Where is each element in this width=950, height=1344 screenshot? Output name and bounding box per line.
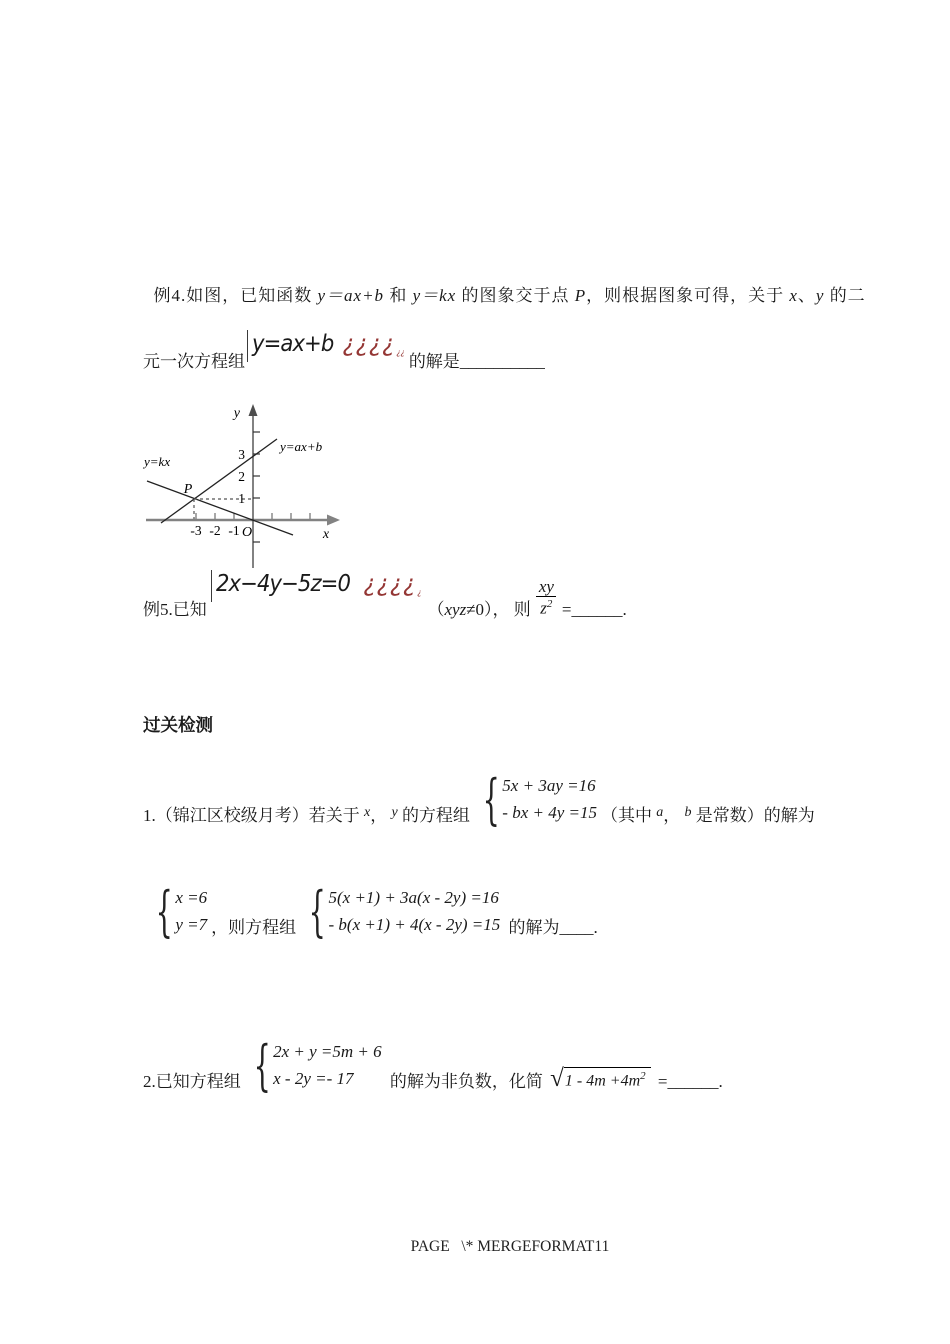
answer-blank: __________ [459,352,545,372]
system-equation-line: x =6 [175,888,208,907]
radicand-text: 1 - 4m +4m [564,1072,641,1090]
text-run: 是常数）的解为 [691,806,815,826]
equation-system-2 [147,879,208,943]
text-run: ， [370,806,392,826]
text-run: ，则方程组 [211,918,297,938]
text-run: 的解为 [504,918,560,938]
equation-system-1 [474,767,597,831]
fraction-denominator [536,596,556,618]
text-run: 的图象交于点 [456,285,575,305]
system-brace: { [155,879,173,943]
text-run: ≠0）， 则 [466,600,531,620]
variable: y [815,285,825,305]
corrupted-equation [247,330,407,362]
example4-statement [143,262,866,308]
variable-xyz: xyz [444,600,467,620]
y-axis-arrow [249,404,258,416]
x-tick-label-neg1: -1 [228,523,240,538]
denominator-exponent: 2 [546,598,553,611]
variable: x [789,285,798,305]
system-brace: { [253,1033,271,1097]
y-axis-title: y [233,406,240,421]
radical-sign: √ [550,1065,564,1093]
y-axis-ticks [253,432,260,542]
example4-question-line [143,330,545,374]
x-tick-label-neg3: -3 [190,523,202,538]
system-equation-line: y =7 [175,915,208,935]
text-run: ，则根据图象可得，关于 [586,285,790,305]
line-y-ax-b [161,439,277,523]
equation-body: y=ax+b [252,331,334,357]
section-title: 过关检测 [143,715,213,735]
text-run: 和 [384,285,413,305]
equation-garbage-glyphs: ¿¿¿¿ [363,571,417,597]
text-run: ， [663,806,685,826]
problem2-statement [143,1033,723,1097]
system-brace: { [308,879,326,943]
text-run: 的方程组 [397,806,470,826]
problem1-statement [143,767,815,831]
system-brace: { [482,767,500,831]
period: . [718,1072,723,1092]
example5-statement [143,570,627,622]
text-run: 的解是 [408,352,460,372]
answer-blank: ______ [571,600,623,620]
text-run: 例5.已知 [143,600,207,620]
equation-garbage-glyphs-small: ¿¿ [396,348,405,358]
answer-blank: ______ [667,1072,719,1092]
system-equation-line: 2x + y =5m + 6 [273,1042,382,1061]
fraction-numerator: xy [538,576,554,596]
system-equation-line: 5(x +1) + 3a(x - 2y) =16 [328,888,499,907]
variable-y: y [391,805,398,821]
problem1-continuation [143,879,598,943]
square-root-expression [550,1066,650,1091]
equation-body: 2x−4y−5z=0 [215,571,350,597]
equals-sign: = [653,1072,668,1092]
point-p-label: P [183,482,193,497]
equation-system-3 [300,879,501,943]
page-footer [75,1238,945,1256]
y-tick-label-3: 3 [238,447,245,462]
page-number-field: PAGE \* MERGEFORMAT11 [410,1238,610,1255]
coordinate-graph [141,402,345,572]
x-axis-title: x [322,527,330,542]
equation-system [245,1033,382,1097]
text-run: 1.（锦江区校级月考）若关于 [143,806,364,826]
text-run: 例4.如图，已知函数 [153,285,318,305]
variable-x: x [364,805,371,821]
text-run: 元一次方程组 [143,352,245,372]
function-expression: y＝kx [412,285,457,305]
answer-blank: ____ [559,918,594,938]
function-expression: y＝ax+b [317,285,385,305]
y-tick-label-2: 2 [238,469,245,484]
system-equation-line: 5x + 3ay =16 [502,776,596,795]
fraction-xy-over-z2 [535,577,558,619]
variable-a: a [656,805,664,821]
equation-garbage-glyphs: ¿¿¿¿ [342,331,396,357]
x-tick-label-neg2: -2 [209,523,221,538]
text-run: （其中 [601,806,657,826]
text-run: 2.已知方程组 [143,1072,241,1092]
line-kx-label: y=kx [144,454,171,469]
radicand-exponent: 2 [640,1070,646,1083]
variable-b: b [684,805,692,821]
system-equation-line: - b(x +1) + 4(x - 2y) =15 [328,915,501,935]
period: . [593,918,598,938]
system-equation-line: x - 2y =- 17 [273,1069,354,1089]
line-ab-label: y=ax+b [280,439,323,454]
x-axis-arrow [327,515,340,526]
origin-label: O [241,525,253,540]
system-equation-line: - bx + 4y =15 [502,803,597,823]
period: . [622,600,627,620]
radicand [564,1067,651,1090]
text-run: 的解为非负数，化简 [385,1072,548,1092]
denominator-base: z [540,598,547,618]
equals-sign: = [561,600,572,620]
text-run: 、 [797,285,816,305]
equation-garbage-glyphs-small: ¿ [417,588,422,598]
corrupted-equation [211,570,424,602]
text-run: （ [427,600,445,620]
y-tick-label-1: 1 [238,491,245,506]
text-run: 的二 [824,285,866,305]
point-name: P [574,285,587,305]
